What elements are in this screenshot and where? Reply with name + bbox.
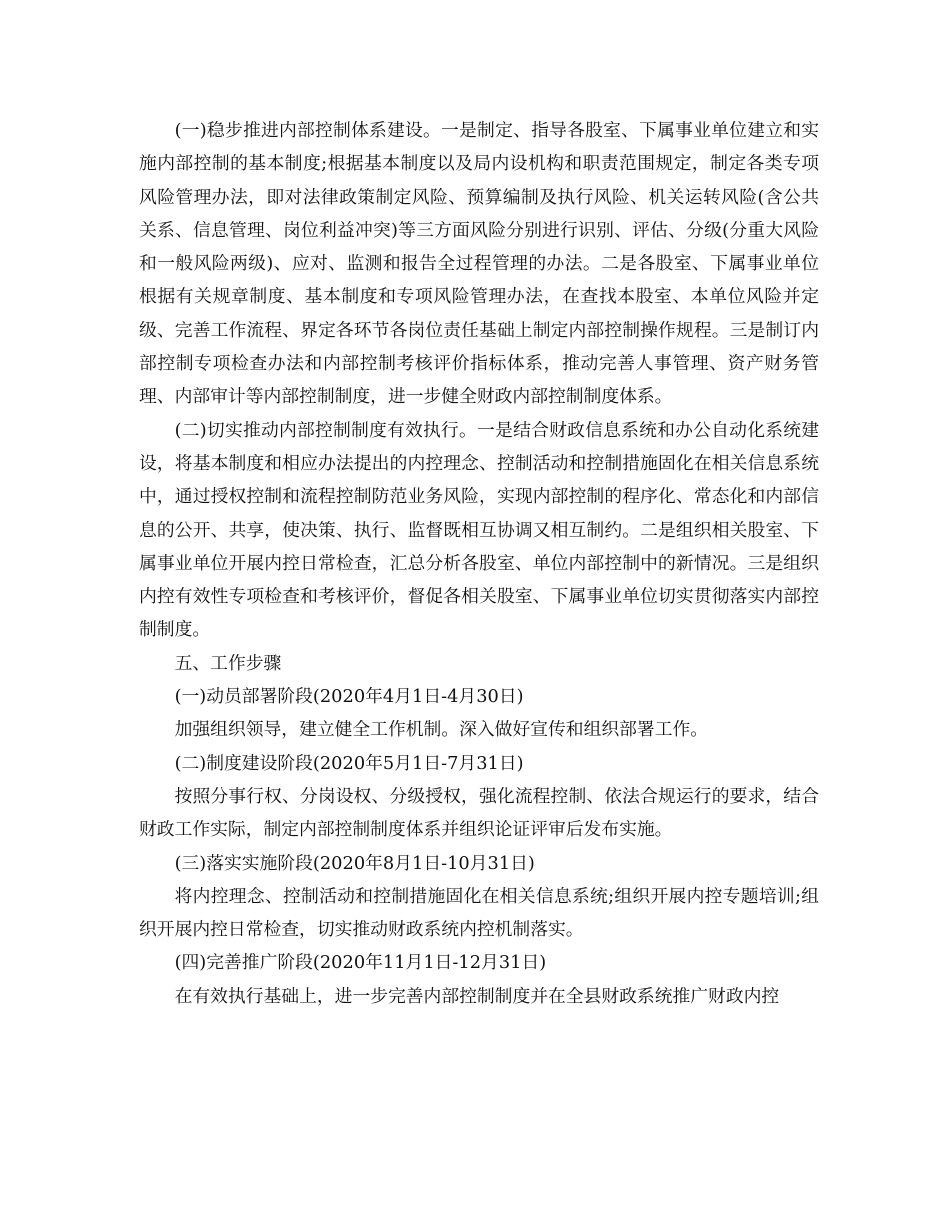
stage-heading-mobilization: (一)动员部署阶段(2020年4月1日-4月30日): [174, 686, 524, 708]
paragraph-effective-execution: (二)切实推动内部控制制度有效执行。一是结合财政信息系统和办公自动化系统建设，将基本制度和相应办法提出的内控理念、控制活动和控制措施固化在相关信息系统中，通过授权控制和流程控制防范业务风险，实现内部控制的程序化、常态化和内部信息的公开、共享，使决策、执行、监督既相互协调又相互制约。二是组织相关股室、下属事业单位开展内控日常检查，汇总分析各股室、单位内部控制中的新情况。三是组织内控有效性专项检查和考核评价，督促各相关股室、下属事业单位切实贯彻落实内部控制制度。: [139, 419, 819, 641]
stage-text-system-building: 按照分事行权、分岗设权、分级授权，强化流程控制、依法合规运行的要求，结合财政工作实际，制定内部控制制度体系并组织论证评审后发布实施。: [139, 785, 819, 841]
stage-heading-improvement: (四)完善推广阶段(2020年11月1日-12月31日): [174, 952, 547, 974]
stage-text-implementation: 将内控理念、控制活动和控制措施固化在相关信息系统;组织开展内控专题培训;组织开展内控日常检查，切实推动财政系统内控机制落实。: [139, 885, 819, 941]
stage-text-improvement: 在有效执行基础上，进一步完善内部控制制度并在全县财政系统推广财政内控: [174, 985, 780, 1007]
paragraph-internal-control-system: (一)稳步推进内部控制体系建设。一是制定、指导各股室、下属事业单位建立和实施内部控制的基本制度;根据基本制度以及局内设机构和职责范围规定，制定各类专项风险管理办法，即对法律政策制定风险、预算编制及执行风险、机关运转风险(含公共关系、信息管理、岗位利益冲突)等三方面风险分别进行识别、评估、分级(分重大风险和一般风险两级)、应对、监测和报告全过程管理的办法。二是各股室、下属事业单位根据有关规章制度、基本制度和专项风险管理办法，在查找本股室、本单位风险并定级、完善工作流程、界定各环节各岗位责任基础上制定内部控制操作规程。三是制订内部控制专项检查办法和内部控制考核评价指标体系，推动完善人事管理、资产财务管理、内部审计等内部控制制度，进一步健全财政内部控制制度体系。: [139, 120, 819, 408]
stage-heading-system-building: (二)制度建设阶段(2020年5月1日-7月31日): [174, 752, 524, 774]
section-heading-work-steps: 五、工作步骤: [174, 652, 282, 674]
document-body: [139, 114, 819, 1013]
stage-heading-implementation: (三)落实实施阶段(2020年8月1日-10月31日): [174, 852, 535, 874]
stage-text-mobilization: 加强组织领导，建立健全工作机制。深入做好宣传和组织部署工作。: [174, 719, 709, 741]
